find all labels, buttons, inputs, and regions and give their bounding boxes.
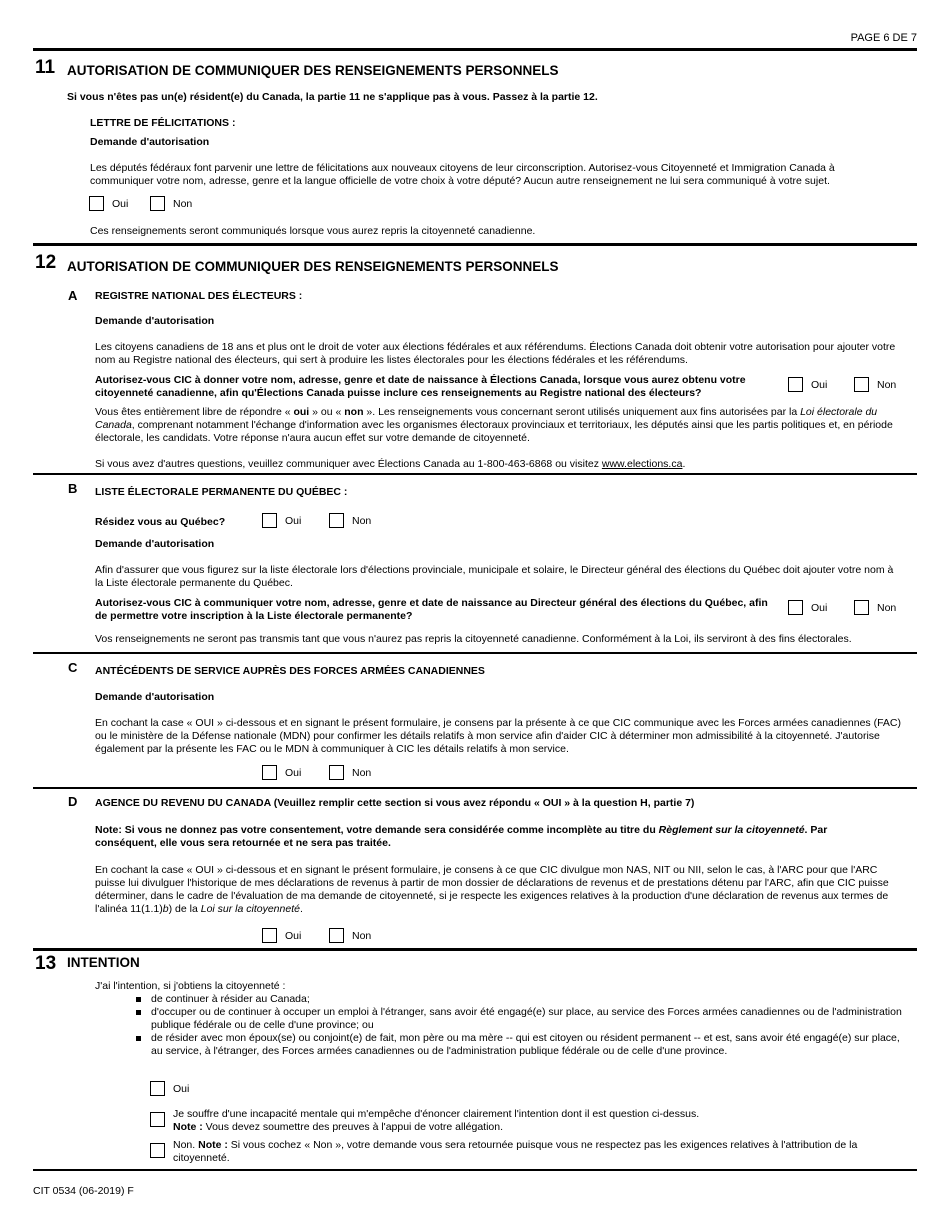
section-12b-letter: B <box>68 481 78 496</box>
section-11-subtitle: LETTRE DE FÉLICITATIONS : <box>90 117 236 129</box>
section-12b-reside-question: Résidez vous au Québec? <box>95 516 226 528</box>
s12b-no-option[interactable] <box>854 600 896 615</box>
s12b-yes-checkbox[interactable] <box>788 600 803 615</box>
s12b-reside-no-option[interactable] <box>329 513 371 528</box>
section-12-number: 12 <box>35 252 57 273</box>
section-12d-note: Note: Si vous ne donnez pas votre consentement, votre demande sera considérée comme incomplète au titre du Règlement sur la citoyenneté. Par conséquent, elle vous sera retournée et ne sera pas traitée. <box>95 824 828 849</box>
s11-no-option[interactable] <box>150 196 192 211</box>
s11-yes-checkbox[interactable] <box>89 196 104 211</box>
s12b-reside-no-checkbox[interactable] <box>329 513 344 528</box>
s12d-no-option[interactable] <box>329 928 371 943</box>
s12c-no-checkbox[interactable] <box>329 765 344 780</box>
s12d-yes-label: Oui <box>285 929 302 942</box>
section-12a-free-text: Vous êtes entièrement libre de répondre « oui » ou « non ». Les renseignements vous concernant seront utilisés uniquement aux fins autorisées par la Loi électorale du Canada, comprenant notamment l'échange d'information avec les organismes électoraux provinciaux et territoriaux, les députés ainsi que les partis politiques et, en période électorale, les candidats. Votre réponse n'aura aucun effet sur votre demande de citoyenneté. <box>95 406 893 444</box>
divider <box>33 652 917 654</box>
s12a-yes-label: Oui <box>811 378 828 391</box>
section-13-bullets <box>133 993 903 1058</box>
s13-incapacity-label: Je souffre d'une incapacité mentale qui m'empêche d'énoncer clairement l'intention dont il est question ci-dessus. Note : Vous devez soumettre des preuves à l'appui de votre allégation. <box>173 1108 700 1133</box>
s12c-yes-label: Oui <box>285 766 302 779</box>
divider <box>33 1169 917 1171</box>
s12b-no-label: Non <box>877 601 897 614</box>
divider <box>33 473 917 475</box>
section-11-body: Les députés fédéraux font parvenir une lettre de félicitations aux nouveaux citoyens de leur circonscription. Autorisez-vous Citoyenneté et Immigration Canada à communiquer votre nom, adresse, genre et la langue officielle de votre choix à votre député? Aucun autre renseignement ne lui sera communiqué à votre sujet. <box>90 162 835 187</box>
list-item: d'occuper ou de continuer à occuper un emploi à l'étranger, sans avoir été engagé(e) sur place, au service des Forces armées canadiennes ou de l'administration publique fédérale ou de celle d'une province; ou <box>133 1006 903 1032</box>
divider <box>33 948 917 951</box>
section-11-title: AUTORISATION DE COMMUNIQUER DES RENSEIGNEMENTS PERSONNELS <box>67 63 559 78</box>
s11-no-checkbox[interactable] <box>150 196 165 211</box>
s12c-yes-checkbox[interactable] <box>262 765 277 780</box>
list-item: de résider avec mon époux(se) ou conjoint(e) de fait, mon père ou ma mère -- qui est citoyen ou résident permanent -- et est, sans avoir été engagé(e) sur place, au service, à l'étranger, des Forces armées canadiennes ou de l'administration publique fédérale ou de celle d'une province. <box>133 1032 903 1058</box>
s13-yes-label: Oui <box>173 1082 190 1095</box>
section-11-intro: Si vous n'êtes pas un(e) résident(e) du Canada, la partie 11 ne s'applique pas à vous. Passez à la partie 12. <box>67 91 598 103</box>
s12d-yes-option[interactable] <box>262 928 301 943</box>
section-12b-question: Autorisez-vous CIC à communiquer votre nom, adresse, genre et date de naissance au Directeur général des élections du Québec, afin de permettre votre inscription à la Liste électorale permanente? <box>95 597 768 622</box>
divider <box>33 787 917 789</box>
section-12a-letter: A <box>68 288 78 303</box>
section-12a-title: REGISTRE NATIONAL DES ÉLECTEURS : <box>95 290 303 302</box>
s11-yes-option[interactable] <box>89 196 128 211</box>
s12b-reside-no-label: Non <box>352 514 372 527</box>
divider <box>33 48 917 51</box>
form-id: CIT 0534 (06-2019) F <box>33 1185 134 1197</box>
s12c-no-option[interactable] <box>329 765 371 780</box>
section-11-number: 11 <box>35 57 56 78</box>
elections-link[interactable]: www.elections.ca <box>601 458 683 470</box>
section-13-number: 13 <box>35 953 57 974</box>
section-12c-request: Demande d'autorisation <box>95 691 215 703</box>
s11-no-label: Non <box>173 197 193 210</box>
section-11-request: Demande d'autorisation <box>90 136 210 148</box>
s12b-reside-yes-option[interactable] <box>262 513 301 528</box>
s12c-yes-option[interactable] <box>262 765 301 780</box>
section-12b-note: Vos renseignements ne seront pas transmis tant que vous n'aurez pas repris la citoyenneté canadienne. Conformément à la Loi, ils serviront à des fins électorales. <box>95 633 852 645</box>
s13-no-checkbox-wrap[interactable] <box>150 1143 165 1158</box>
s12a-yes-option[interactable] <box>788 377 827 392</box>
section-12a-body: Les citoyens canadiens de 18 ans et plus ont le droit de voter aux élections fédérales et aux référendums. Élections Canada doit obtenir votre autorisation pour ajouter votre nom au Registre national des électeurs, qui sert à produire les listes électorales pour les élections fédérales et les référendums. <box>95 341 896 366</box>
s12a-no-checkbox[interactable] <box>854 377 869 392</box>
s13-no-label: Non. Note : Si vous cochez « Non », votre demande vous sera retournée puisque vous ne respectez pas les exigences relatives à l'attribution de la citoyenneté. <box>173 1139 858 1164</box>
s12a-no-option[interactable] <box>854 377 896 392</box>
divider <box>33 243 917 246</box>
s13-no-checkbox[interactable] <box>150 1143 165 1158</box>
section-12b-title: LISTE ÉLECTORALE PERMANENTE DU QUÉBEC : <box>95 486 348 498</box>
section-12-title: AUTORISATION DE COMMUNIQUER DES RENSEIGNEMENTS PERSONNELS <box>67 259 559 274</box>
page-number: PAGE 6 DE 7 <box>850 32 917 44</box>
s12a-yes-checkbox[interactable] <box>788 377 803 392</box>
s13-incapacity-checkbox-wrap[interactable] <box>150 1112 165 1127</box>
list-item: de continuer à résider au Canada; <box>133 993 903 1006</box>
s12a-no-label: Non <box>877 378 897 391</box>
s12d-yes-checkbox[interactable] <box>262 928 277 943</box>
s12b-yes-label: Oui <box>811 601 828 614</box>
section-12c-body: En cochant la case « OUI » ci-dessous et en signant le présent formulaire, je consens par la présente à ce que CIC communique avec les Forces armées canadiennes (FAC) ou le ministère de la Défense nationale (MDN) pour confirmer les détails relatifs à mon service afin d'aider CIC à déterminer mon admissibilité à la citoyenneté. J'autorise également par la présente les FAC ou le MDN à communiquer à CIC les détails relatifs à mon service. <box>95 717 901 755</box>
s12b-reside-yes-label: Oui <box>285 514 302 527</box>
section-12a-request: Demande d'autorisation <box>95 315 215 327</box>
section-12d-title: AGENCE DU REVENU DU CANADA (Veuillez remplir cette section si vous avez répondu « OUI » à la question H, partie 7) <box>95 797 695 809</box>
section-11-note: Ces renseignements seront communiqués lorsque vous aurez repris la citoyenneté canadienne. <box>90 225 536 237</box>
section-12a-question: Autorisez-vous CIC à donner votre nom, adresse, genre et date de naissance à Élections Canada, lorsque vous aurez obtenu votre citoyenneté canadienne, afin qu'Élections Canada puisse inclure ces renseignements au Registre national des électeurs? <box>95 374 746 399</box>
s12d-no-label: Non <box>352 929 372 942</box>
section-12d-body: En cochant la case « OUI » ci-dessous et en signant le présent formulaire, je consens à ce que CIC divulgue mon NAS, NIT ou NII, selon le cas, à l'ARC pour que l'ARC puisse lui divulguer l'historique de mes déclarations de revenus à partir de mon dossier de déclarations de revenus et de prestations détenu par l'ARC, afin que CIC puisse déterminer, dans le cadre de l'évaluation de ma demande de citoyenneté, si je respecte les exigences relatives à la production d'une déclaration de revenus aux termes de l'alinéa 11(1.1)b) de la Loi sur la citoyenneté. <box>95 864 889 915</box>
s12b-reside-yes-checkbox[interactable] <box>262 513 277 528</box>
section-12c-title: ANTÉCÉDENTS DE SERVICE AUPRÈS DES FORCES ARMÉES CANADIENNES <box>95 665 485 677</box>
section-12d-letter: D <box>68 794 78 809</box>
section-13-title: INTENTION <box>67 955 140 970</box>
s12b-no-checkbox[interactable] <box>854 600 869 615</box>
section-13-intro: J'ai l'intention, si j'obtiens la citoyenneté : <box>95 980 286 992</box>
s13-yes-checkbox[interactable] <box>150 1081 165 1096</box>
section-12a-contact: Si vous avez d'autres questions, veuillez communiquer avec Élections Canada au 1-800-463-6868 ou visitez www.elections.ca. <box>95 458 686 470</box>
s12b-yes-option[interactable] <box>788 600 827 615</box>
s12d-no-checkbox[interactable] <box>329 928 344 943</box>
s13-yes-option[interactable] <box>150 1081 189 1096</box>
section-12c-letter: C <box>68 660 78 675</box>
section-12b-body: Afin d'assurer que vous figurez sur la liste électorale lors d'élections provinciale, municipale et solaire, le Directeur général des élections du Québec doit ajouter votre nom à la Liste électorale permanente du Québec. <box>95 564 894 589</box>
s13-incapacity-checkbox[interactable] <box>150 1112 165 1127</box>
s12c-no-label: Non <box>352 766 372 779</box>
s11-yes-label: Oui <box>112 197 129 210</box>
section-12b-request: Demande d'autorisation <box>95 538 215 550</box>
